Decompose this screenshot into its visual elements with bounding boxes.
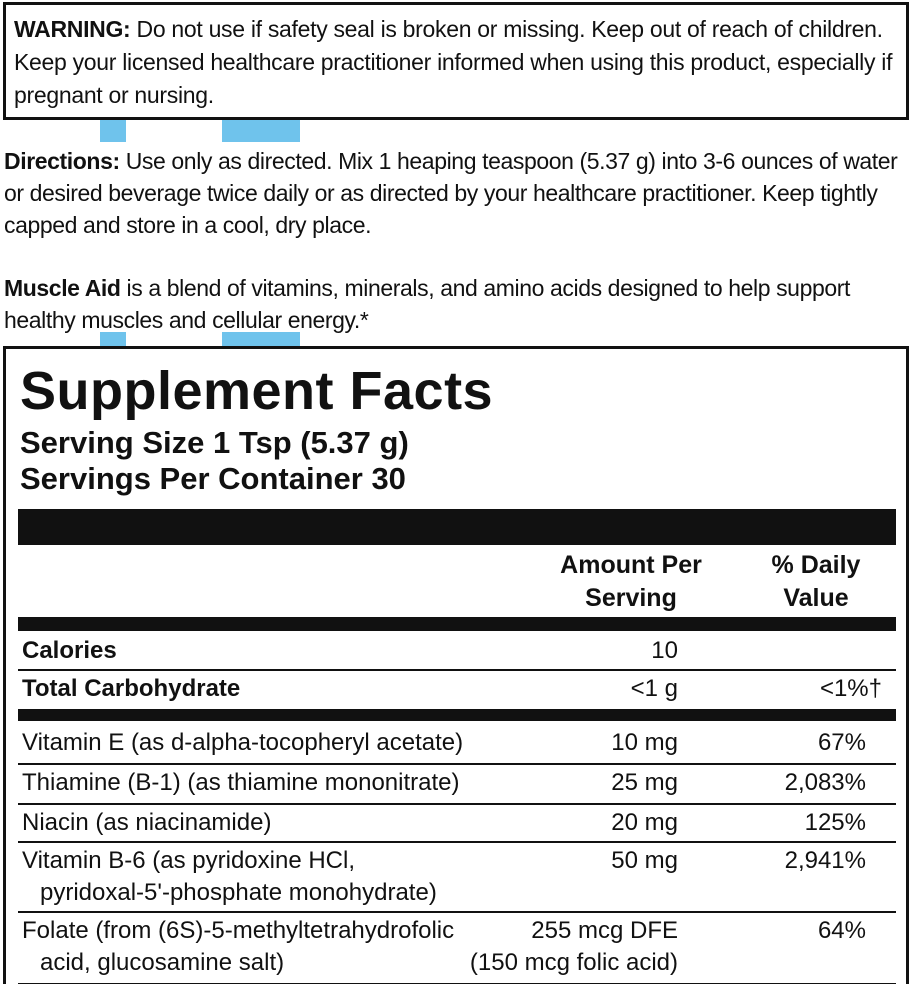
warning-text: Do not use if safety seal is broken or missing. Keep out of reach of children. Keep your licensed healthcare practitioner informed when using this product, especially if pregnant or nursing. [14, 16, 893, 108]
row-rule [18, 669, 896, 671]
thick-divider [18, 509, 896, 545]
nutrient-name-continued: acid, glucosamine salt) [40, 949, 285, 976]
nutrient-name: Thiamine (B-1) (as thiamine mononitrate) [22, 769, 460, 796]
dv-header-line2: Value [783, 584, 849, 612]
dv-header-line1: % Daily [771, 551, 861, 579]
decor-strip [100, 120, 126, 142]
nutrient-name: Calories [22, 637, 117, 664]
facts-title: Supplement Facts [20, 361, 494, 421]
serving-size: Serving Size 1 Tsp (5.37 g) [20, 425, 409, 460]
medium-divider [18, 709, 896, 721]
description-text: is a blend of vitamins, minerals, and amino acids designed to help support healthy muscles and cellular energy.* [4, 275, 850, 333]
directions-label: Directions: [4, 148, 120, 174]
nutrient-amount-note: (150 mcg folic acid) [469, 949, 678, 976]
amount-header-line1: Amount Per [560, 551, 702, 579]
decor-strip [222, 120, 300, 142]
nutrient-name: Folate (from (6S)-5-methyltetrahydrofolic [22, 917, 455, 944]
nutrient-amount: 10 mg [611, 729, 678, 756]
nutrient-daily-value: <1%† [819, 675, 882, 702]
directions-paragraph [4, 145, 908, 241]
row-rule [18, 803, 896, 805]
product-name: Muscle Aid [4, 275, 121, 301]
amount-header-line2: Serving [585, 584, 677, 612]
daily-value-header [746, 549, 886, 615]
nutrient-name-continued: pyridoxal-5'-phosphate monohydrate) [40, 879, 437, 906]
nutrient-amount: 25 mg [611, 769, 678, 796]
nutrient-daily-value: 64% [817, 917, 866, 944]
row-rule [18, 841, 896, 843]
nutrient-daily-value: 67% [817, 729, 866, 756]
directions-text: Use only as directed. Mix 1 heaping teaspoon (5.37 g) into 3-6 ounces of water or desired beverage twice daily or as directed by your healthcare practitioner. Keep tightly capped and store in a cool, dry place. [4, 148, 898, 238]
nutrient-amount: <1 g [630, 675, 678, 702]
nutrient-amount: 50 mg [611, 847, 678, 874]
nutrient-name: Niacin (as niacinamide) [22, 809, 272, 836]
nutrient-amount: 255 mcg DFE [531, 917, 678, 944]
nutrient-daily-value: 2,941% [784, 847, 866, 874]
nutrient-name: Total Carbohydrate [22, 675, 241, 702]
amount-per-serving-header [551, 549, 711, 615]
row-rule [18, 763, 896, 765]
supplement-facts-panel [3, 346, 909, 984]
nutrient-daily-value: 125% [804, 809, 866, 836]
row-rule [18, 911, 896, 913]
medium-divider [18, 617, 896, 631]
nutrient-daily-value: 2,083% [784, 769, 866, 796]
nutrient-amount: 10 [651, 637, 678, 664]
servings-per-container: Servings Per Container 30 [20, 461, 406, 496]
nutrient-name: Vitamin B-6 (as pyridoxine HCl, [22, 847, 356, 874]
description-paragraph [4, 272, 908, 336]
warning-label: WARNING: [14, 16, 131, 42]
nutrient-name: Vitamin E (as d-alpha-tocopheryl acetate) [22, 729, 464, 756]
nutrient-amount: 20 mg [611, 809, 678, 836]
warning-box [3, 2, 909, 120]
